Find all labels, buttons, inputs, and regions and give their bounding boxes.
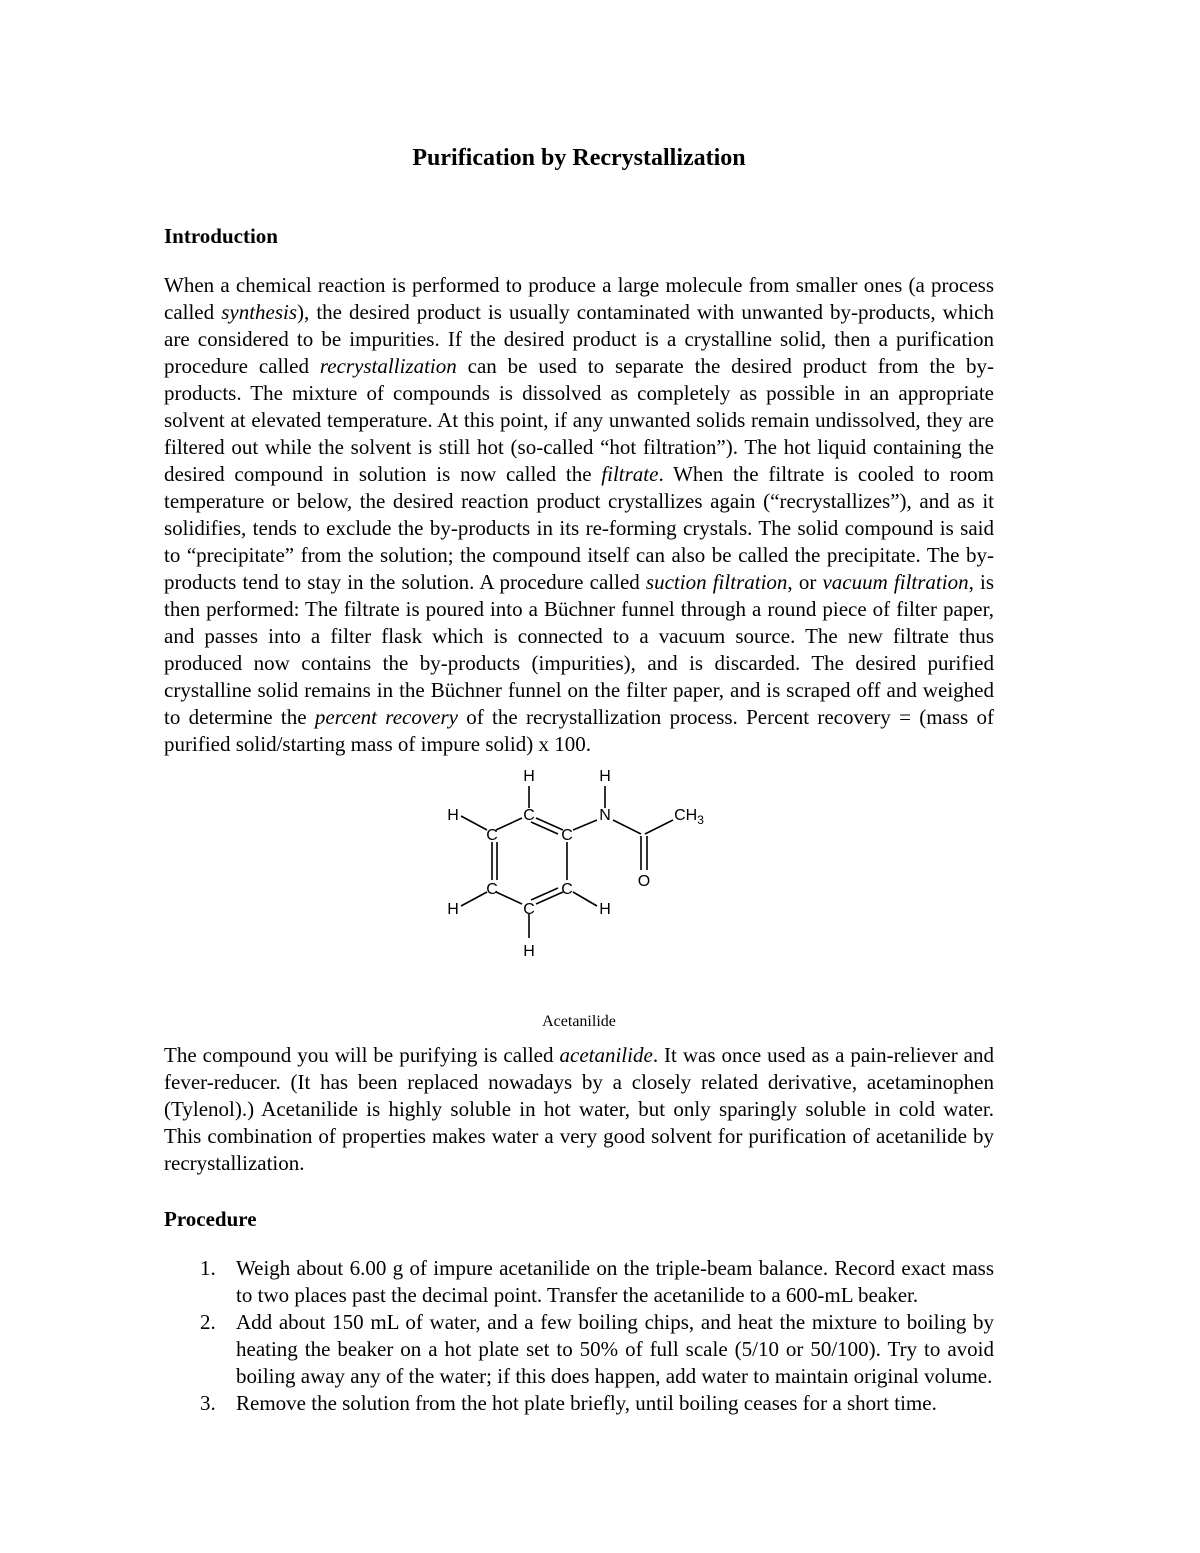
emphasized-term: recrystallization (319, 354, 457, 378)
bond-h-left-bot (461, 892, 487, 906)
procedure-step (164, 1255, 994, 1309)
step-number: 3. (200, 1391, 216, 1415)
bond-c6-c1 (496, 818, 522, 830)
text-run: of the recrystallization process. Percent recovery = (mass of purified solid/starting mass of impure solid) x 100. (164, 705, 994, 756)
text-run: ), the desired product is usually contaminated with unwanted by-products, which are considered to be impurities. If the desired product is a crystalline solid, then a purification procedure called (164, 300, 994, 378)
text-run: When a chemical reaction is performed to produce a large molecule from smaller ones (a process called (164, 273, 994, 324)
emphasized-term: filtrate (601, 462, 659, 486)
page-title: Purification by Recrystallization (412, 145, 746, 171)
intro-heading: Introduction (164, 224, 278, 248)
atom-ch3: $CH_3$ (674, 807, 704, 827)
step-text: Weigh about 6.00 g of impure acetanilide on the triple-beam balance. Record exact mass to two places past the decimal point. Transfer the acetanilide to a 600-mL beaker. (236, 1256, 994, 1307)
bond-c2-n (573, 820, 597, 830)
text-run: , or (787, 570, 823, 594)
spacer (164, 1177, 994, 1205)
atom-c6: C (486, 827, 498, 844)
bond-c1-c2 (536, 818, 563, 830)
acetanilide-svg (439, 764, 719, 994)
bond-c3-c4 (536, 892, 563, 904)
bond-c3-c4-double (531, 888, 558, 900)
bond-h-left-top (461, 816, 487, 830)
atom-c1: C (523, 807, 535, 824)
step-text: Add about 150 mL of water, and a few boiling chips, and heat the mixture to boiling by heating the beaker on a hot plate set to 50% of full scale (5/10 or 50/100). Try to avoid boiling away any of the water; if this does happen, add water to maintain original volume. (236, 1310, 994, 1388)
molecule-caption: Acetanilide (542, 1013, 616, 1030)
acetanilide-structure (164, 764, 994, 1004)
text-run: can be used to separate the desired product from the by-products. The mixture of compounds is dissolved as completely as possible in an appropriate solvent at elevated temperature. At this point, if any unwanted solids remain undissolved, they are filtered out while the solvent is still hot (so-called “hot filtration”). The hot liquid containing the desired compound in solution is now called the (164, 354, 994, 486)
atom-h-left-top: H (447, 807, 459, 824)
procedure-step (164, 1390, 994, 1417)
emphasized-term: vacuum filtration (822, 570, 969, 594)
procedure-heading: Procedure (164, 1207, 257, 1231)
atom-h-left-bot: H (447, 901, 459, 918)
step-number: 1. (200, 1256, 216, 1280)
bond-c1-c2-double (531, 822, 558, 834)
atom-o: O (637, 873, 651, 890)
atom-h-bottom: H (523, 943, 535, 960)
bond-h-right-bot (573, 892, 597, 906)
step-number: 2. (200, 1310, 216, 1334)
atom-n: N (599, 807, 611, 824)
bond-lines (461, 786, 673, 938)
text-column (164, 142, 994, 1417)
text-run: . It was once used as a pain-reliever and fever-reducer. (It has been replaced nowadays by a closely related derivative, acetaminophen (Tylenol).) Acetanilide is highly soluble in hot water, but only sparingly soluble in cold water. This combination of properties makes water a very good solvent for purification of acetanilide by recrystallization. (164, 1043, 994, 1175)
atom-c5: C (486, 881, 498, 898)
atom-h-top2: H (599, 768, 611, 785)
atom-c4: C (523, 901, 535, 918)
atom-c2: C (561, 827, 573, 844)
emphasized-term: acetanilide (559, 1043, 653, 1067)
procedure-step (164, 1309, 994, 1390)
bond-n-carbonyl (613, 820, 641, 834)
text-run: . When the filtrate is cooled to room temperature or below, the desired reaction product crystallizes again (“recrystallizes”), and as it solidifies, tends to exclude the by-products in its re-forming crystals. The solid compound is said to “precipitate” from the solution; the compound itself can also be called the precipitate. The by-products tend to stay in the solution. A procedure called (164, 462, 994, 594)
text-run: , is then performed: The filtrate is poured into a Büchner funnel through a round piece of filter paper, and passes into a filter flask which is connected to a vacuum source. The new filtrate thus produced now contains the by-products (impurities), and is discarded. The desired purified crystalline solid remains in the Büchner funnel on the filter paper, and is scraped off and weighed to determine the (164, 570, 994, 729)
atom-labels (447, 768, 704, 960)
atom-h-top1: H (523, 768, 535, 785)
emphasized-term: percent recovery (314, 705, 458, 729)
step-text: Remove the solution from the hot plate briefly, until boiling ceases for a short time. (236, 1391, 937, 1415)
text-run: The compound you will be purifying is called (164, 1043, 560, 1067)
description-paragraph (164, 1042, 994, 1177)
emphasized-term: suction filtration (645, 570, 788, 594)
atom-c3: C (561, 881, 573, 898)
atom-h-right-bot: H (599, 901, 611, 918)
intro-paragraph (164, 272, 994, 758)
bond-carbonyl-ch3 (645, 820, 673, 834)
emphasized-term: synthesis (221, 300, 298, 324)
procedure-steps (164, 1255, 994, 1417)
bond-c4-c5 (496, 892, 522, 904)
